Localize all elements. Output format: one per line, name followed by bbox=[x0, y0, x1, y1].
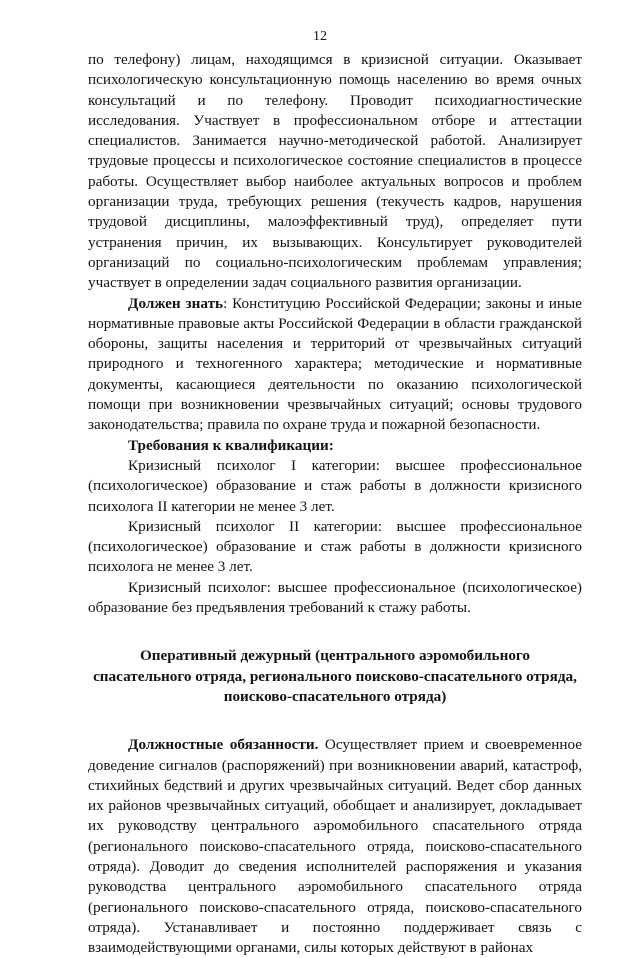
must-know-paragraph bbox=[88, 294, 582, 436]
section-heading bbox=[88, 646, 582, 707]
duties-paragraph bbox=[88, 735, 582, 958]
must-know-label: Должен знать bbox=[128, 294, 224, 312]
qualifications-label: Требования к квалификации bbox=[128, 436, 329, 454]
section-heading-line: спасательного отряда, регионального поисково-спасательного отряда, bbox=[93, 667, 577, 685]
section-heading-line: поисково-спасательного отряда) bbox=[223, 687, 447, 705]
duties-label: Должностные обязанности. bbox=[128, 736, 319, 754]
duties-text: Осуществляет прием и своевременное доведение сигналов (распоряжений) при возникновении аварий, катастроф, стихийных бедствий и других чрезвычайных ситуаций. Ведет сбор данных их районов чрезвычайных ситуаций, обобщает и анализирует, докладывает их руководству центрального аэромобильного спасательного отряда (регионального поисково-спасательного отряда, поисково-спасательного отряда). Доводит до сведения исполнителей распоряжения и указания руководства центрального аэромобильного спасательного отряда (регионального поисково-спасательного отряда, поисково-спасательного отряда). Устанавливает и постоянно поддерживает связь с взаимодействующими органами, силы которых действуют в районах bbox=[88, 736, 582, 957]
page-number: 12 bbox=[313, 29, 327, 44]
must-know-text: : Конституцию Российской Федерации; законы и иные нормативные правовые акты Российской Федерации в области гражданской обороны, защиты населения и территорий от чрезвычайных ситуаций природного и техногенного характера; методические и нормативные документы, касающиеся деятельности по оказанию психологической помощи при возникновении чрезвычайных ситуаций; основы трудового законодательства; правила по охране труда и пожарной безопасности. bbox=[88, 294, 582, 434]
qualification-item: Кризисный психолог: высшее профессиональное (психологическое) образование без предъявления требований к стажу работы. bbox=[88, 578, 582, 617]
intro-paragraph: по телефону) лицам, находящимся в кризисной ситуации. Оказывает психологическую консультационную помощь населению во время очных консультаций и по телефону. Проводит психодиагностические исследования. Участвует в профессиональном отборе и аттестации специалистов. Занимается научно-методической работой. Анализирует трудовые процессы и психологическое состояние специалистов в процессе работы. Осуществляет выбор наиболее актуальных вопросов и проблем организации труда, требующих решения (текучесть кадров, нарушения трудовой дисциплины, малоэффективный труд), определяет пути устранения причин, их вызывающих. Консультирует руководителей организаций по социально-психологическим проблемам управления; участвует в определении задач социального развития организации. bbox=[88, 51, 582, 292]
section-heading-line: Оперативный дежурный (центрального аэромобильного bbox=[139, 647, 531, 665]
qualification-item: Кризисный психолог I категории: высшее профессиональное (психологическое) образование и стаж работы в должности кризисного психолога II категории не менее 3 лет. bbox=[88, 456, 582, 515]
qualification-item: Кризисный психолог II категории: высшее профессиональное (психологическое) образование и стаж работы в должности кризисного психолога не менее 3 лет. bbox=[88, 517, 582, 576]
qualifications-heading: Требования к квалификации: bbox=[128, 436, 334, 454]
document-body bbox=[88, 50, 582, 958]
